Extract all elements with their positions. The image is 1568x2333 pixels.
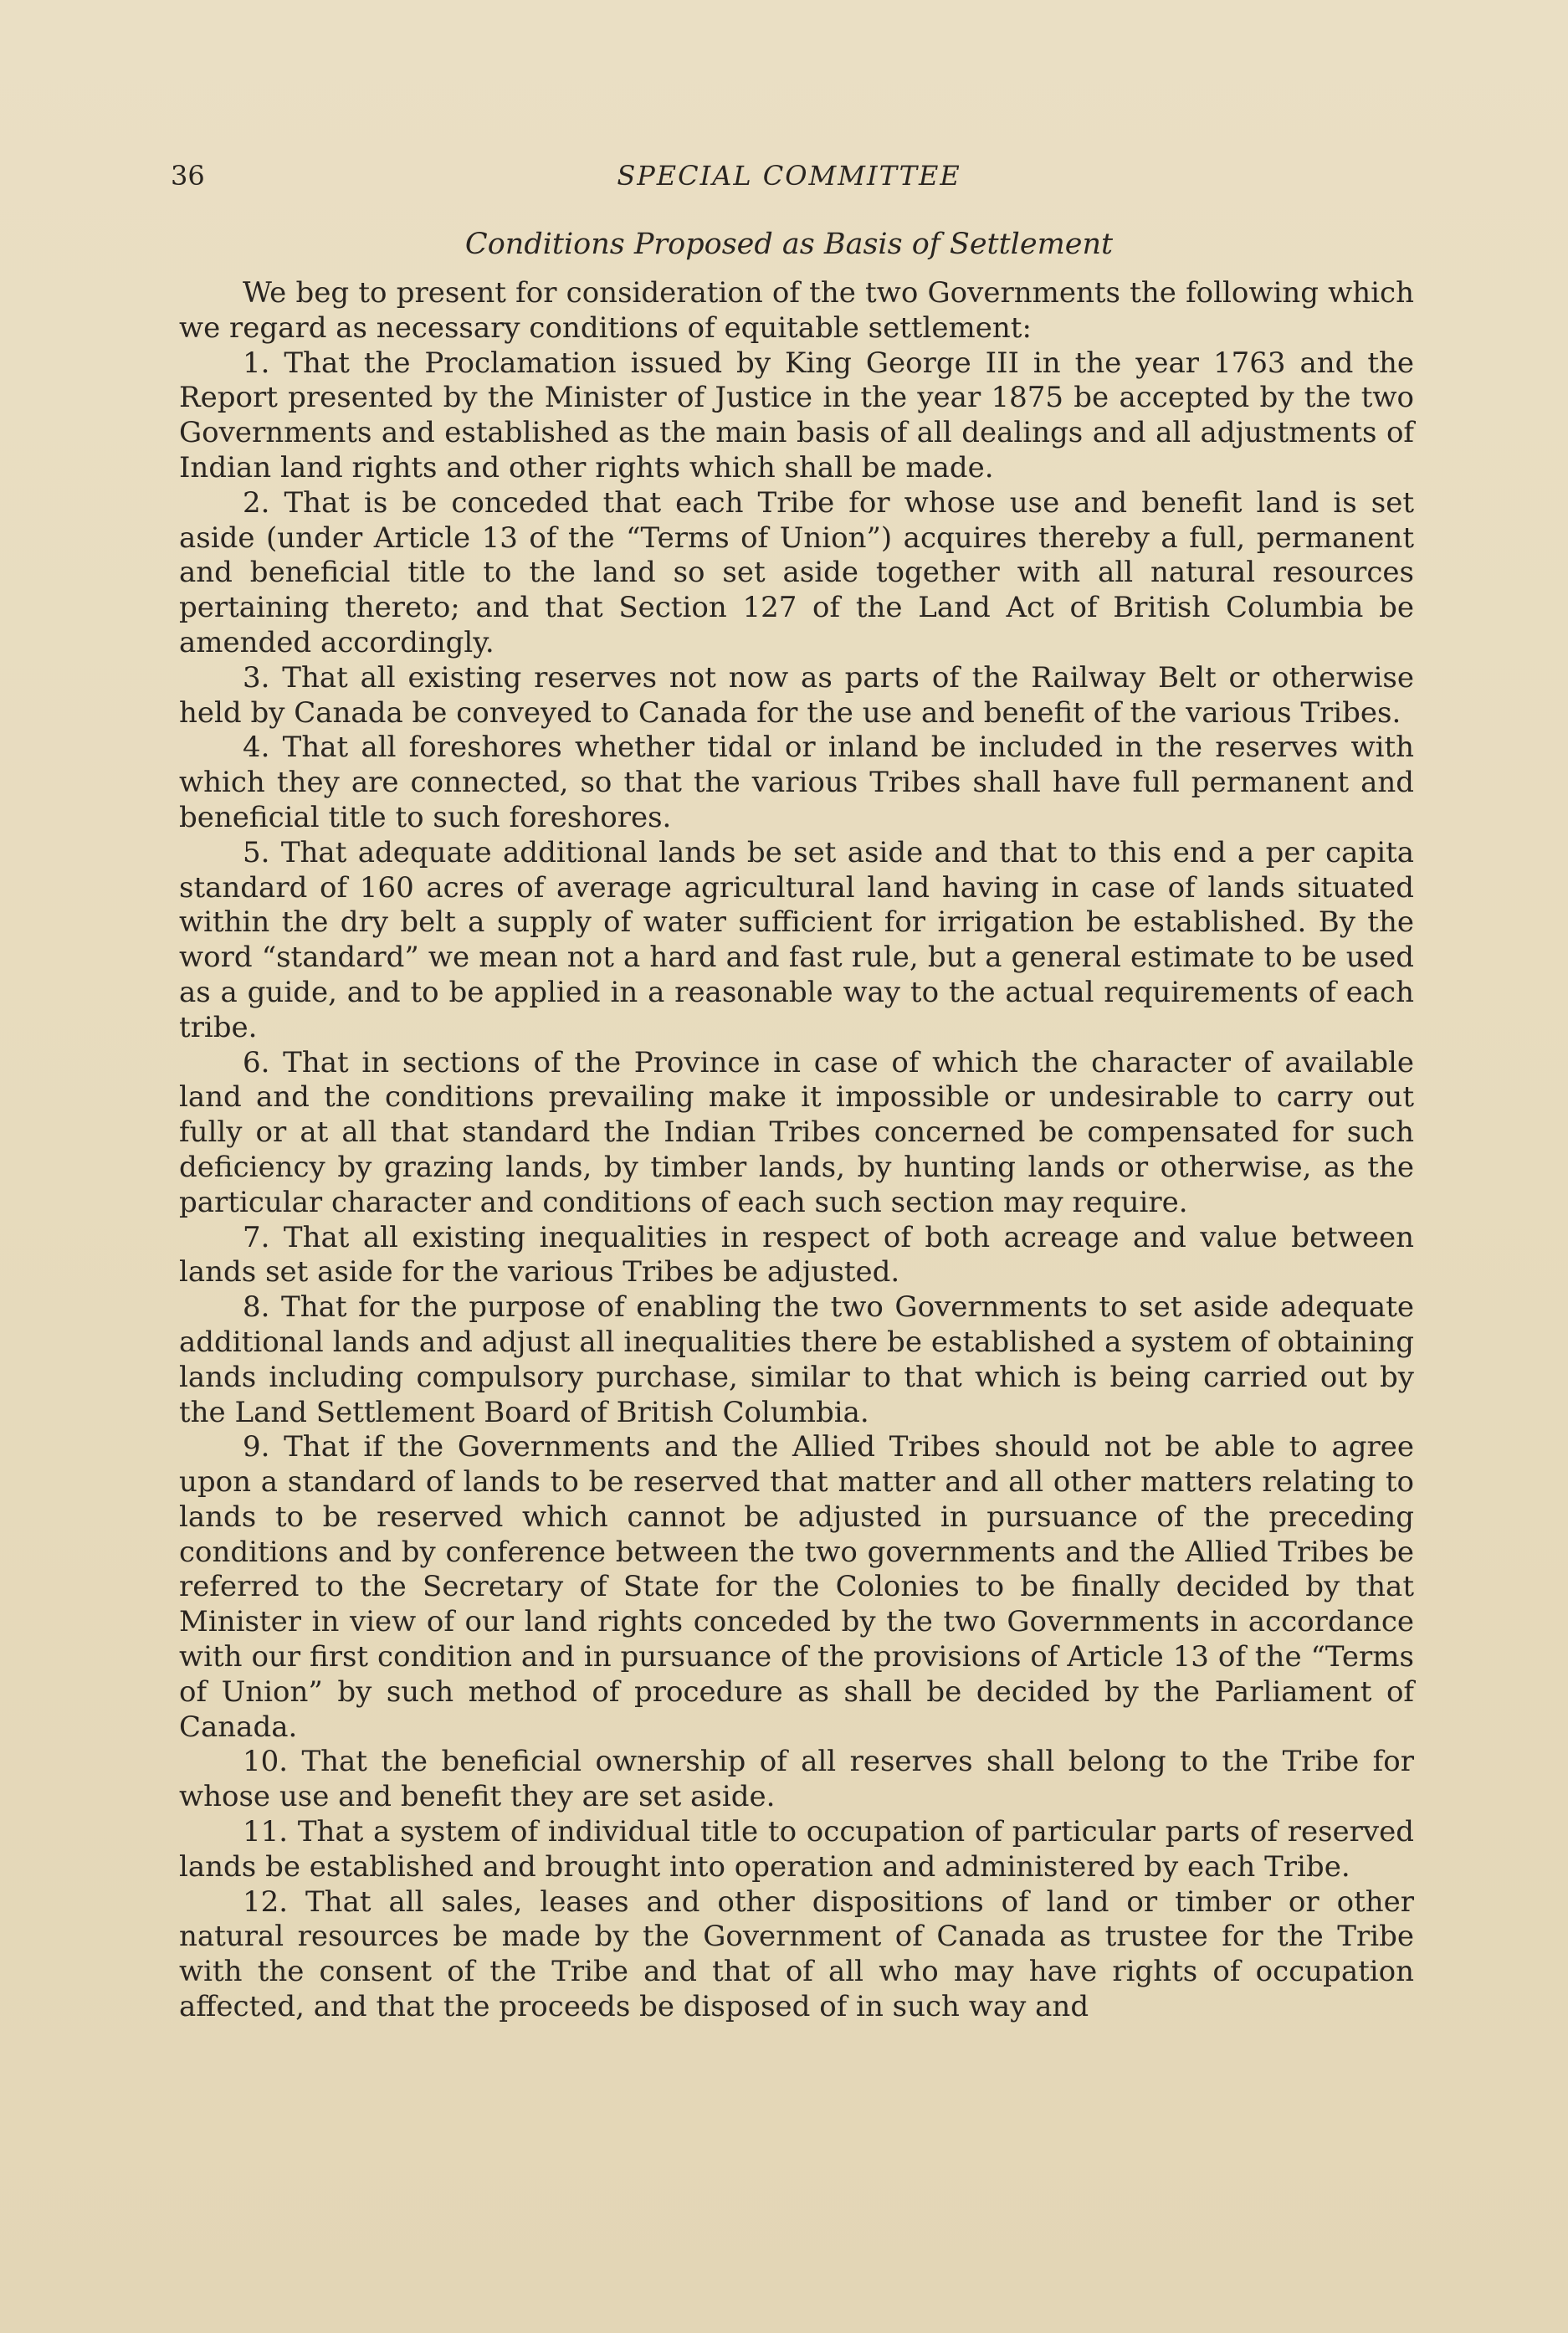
condition-4-paragraph: 4. That all foreshores whether tidal or inland be included in the reserves with which they are connected, so that the various Tribes shall have full permanent and beneficial title to such foreshores. [179, 731, 1414, 834]
body-text [179, 276, 1414, 2025]
condition-12-paragraph: 12. That all sales, leases and other dispositions of land or timber or other natural resources be made by the Government of Canada as trustee for the Tribe with the consent of the Tribe and that of all who may have rights of occupation affected, and that the proceeds be disposed of in such way and [179, 1884, 1414, 2024]
page-header [171, 156, 1407, 196]
intro-paragraph: We beg to present for consideration of the two Governments the following which we regard as necessary conditions of equitable settlement: [179, 276, 1414, 345]
condition-8-paragraph: 8. That for the purpose of enabling the two Governments to set aside adequate additional lands and adjust all inequalities there be established a system of obtaining lands including compulsory purchase, similar to that which is being carried out by the Land Settlement Board of British Columbia. [179, 1290, 1414, 1429]
condition-3-paragraph: 3. That all existing reserves not now as parts of the Railway Belt or otherwise held by Canada be conveyed to Canada for the use and benefit of the various Tribes. [179, 660, 1414, 730]
condition-6-paragraph: 6. That in sections of the Province in case of which the character of available land and the conditions prevailing make it impossible or undesirable to carry out fully or at all that standard the Indian Tribes concerned be compensated for such deficiency by grazing lands, by timber lands, by hunting lands or otherwise, as the particular character and conditions of each such section may require. [179, 1045, 1414, 1219]
section-title: Conditions Proposed as Basis of Settlement [464, 228, 1114, 261]
condition-5-paragraph: 5. That adequate additional lands be set aside and that to this end a per capita standard of 160 acres of average agricultural land having in case of lands situated within the dry belt a supply of water sufficient for irrigation be established. By the word “standard” we mean not a hard and fast rule, but a general estimate to be used as a guide, and to be applied in a reasonable way to the actual requirements of each tribe. [179, 835, 1414, 1044]
condition-1-paragraph: 1. That the Proclamation issued by King George III in the year 1763 and the Report presented by the Minister of Justice in the year 1875 be accepted by the two Governments and established as the main basis of all dealings and all adjustments of Indian land rights and other rights which shall be made. [179, 346, 1414, 485]
condition-11-paragraph: 11. That a system of individual title to occupation of particular parts of reserved lands be established and brought into operation and administered by each Tribe. [179, 1815, 1414, 1884]
running-head: SPECIAL COMMITTEE [617, 160, 961, 192]
condition-10-paragraph: 10. That the beneficial ownership of all reserves shall belong to the Tribe for whose use and benefit they are set aside. [179, 1745, 1414, 1814]
condition-7-paragraph: 7. That all existing inequalities in respect of both acreage and value between lands set aside for the various Tribes be adjusted. [179, 1220, 1414, 1290]
page-number: 36 [171, 160, 205, 192]
condition-9-paragraph: 9. That if the Governments and the Allied Tribes should not be able to agree upon a standard of lands to be reserved that matter and all other matters relating to lands to be reserved which cannot be adjusted in pursuance of the preceding conditions and by conference between the two governments and the Allied Tribes be referred to the Secretary of State for the Colonies to be finally decided by that Minister in view of our land rights conceded by the two Governments in accordance with our first condition and in pursuance of the provisions of Article 13 of the “Terms of Union” by such method of procedure as shall be decided by the Parliament of Canada. [179, 1430, 1414, 1744]
condition-2-paragraph: 2. That is be conceded that each Tribe for whose use and benefit land is set aside (under Article 13 of the “Terms of Union”) acquires thereby a full, permanent and beneficial title to the land so set aside together with all natural resources pertaining thereto; and that Section 127 of the Land Act of British Columbia be amended accordingly. [179, 485, 1414, 659]
